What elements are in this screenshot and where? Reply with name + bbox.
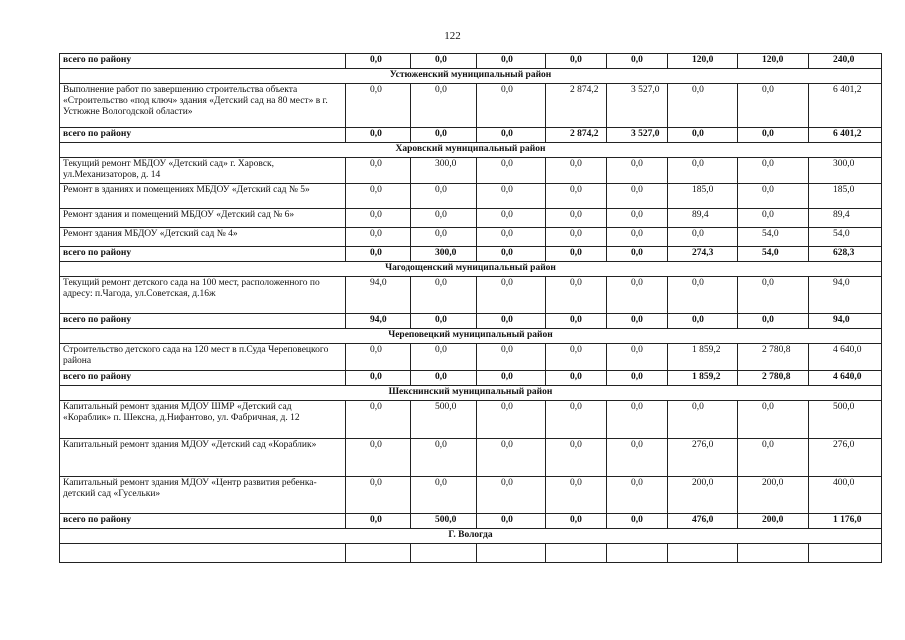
value-cell: 0,0: [668, 158, 738, 184]
value-cell: 0,0: [546, 344, 607, 371]
value-cell: 0,0: [411, 371, 477, 386]
item-description: Текущий ремонт детского сада на 100 мест, расположенного по адресу: п.Чагода, ул.Советская, д.16ж: [60, 277, 346, 314]
item-description: Текущий ремонт МБДОУ «Детский сад» г. Харовск, ул.Механизаторов, д. 14: [60, 158, 346, 184]
value-cell: 500,0: [809, 401, 882, 439]
value-cell: 94,0: [346, 277, 411, 314]
table-row: [60, 209, 882, 228]
section-title: Г. Вологда: [60, 529, 882, 544]
value-cell: 54,0: [738, 247, 809, 262]
page-number: 122: [444, 30, 461, 42]
value-cell: 0,0: [607, 439, 668, 477]
table-row: [60, 401, 882, 439]
total-label: всего по району: [60, 247, 346, 262]
empty-row: [60, 544, 882, 563]
value-cell: 0,0: [411, 228, 477, 247]
value-cell: 0,0: [477, 209, 546, 228]
value-cell: 2 874,2: [546, 128, 607, 143]
total-label: всего по району: [60, 54, 346, 69]
table-row: [60, 477, 882, 514]
value-cell: 0,0: [546, 228, 607, 247]
value-cell: 0,0: [346, 128, 411, 143]
section-row: [60, 143, 882, 158]
value-cell: [346, 544, 411, 563]
total-label: всего по району: [60, 371, 346, 386]
value-cell: 0,0: [411, 184, 477, 209]
value-cell: 300,0: [411, 158, 477, 184]
item-description: Капитальный ремонт здания МДОУ ШМР «Детский сад «Кораблик» п. Шексна, д.Нифантово, ул. Фабричная, д. 12: [60, 401, 346, 439]
value-cell: 0,0: [546, 401, 607, 439]
value-cell: 120,0: [738, 54, 809, 69]
value-cell: 0,0: [346, 514, 411, 529]
section-title: Череповецкий муниципальный район: [60, 329, 882, 344]
value-cell: 3 527,0: [607, 128, 668, 143]
value-cell: 0,0: [477, 477, 546, 514]
value-cell: 0,0: [738, 314, 809, 329]
item-description: Ремонт здания МБДОУ «Детский сад № 4»: [60, 228, 346, 247]
value-cell: 0,0: [477, 228, 546, 247]
value-cell: 4 640,0: [809, 371, 882, 386]
value-cell: 500,0: [411, 514, 477, 529]
value-cell: 2 780,8: [738, 344, 809, 371]
value-cell: 0,0: [607, 314, 668, 329]
value-cell: [546, 544, 607, 563]
value-cell: 300,0: [411, 247, 477, 262]
value-cell: 276,0: [809, 439, 882, 477]
value-cell: 0,0: [477, 371, 546, 386]
value-cell: 0,0: [738, 184, 809, 209]
value-cell: 0,0: [546, 477, 607, 514]
value-cell: 0,0: [477, 54, 546, 69]
value-cell: 0,0: [546, 314, 607, 329]
value-cell: 0,0: [738, 209, 809, 228]
value-cell: 0,0: [607, 228, 668, 247]
section-row: [60, 386, 882, 401]
value-cell: 0,0: [546, 514, 607, 529]
value-cell: 0,0: [738, 128, 809, 143]
item-description: Ремонт в зданиях и помещениях МБДОУ «Детский сад № 5»: [60, 184, 346, 209]
value-cell: 6 401,2: [809, 84, 882, 128]
total-label: всего по району: [60, 314, 346, 329]
value-cell: 94,0: [809, 314, 882, 329]
table-row: [60, 344, 882, 371]
value-cell: 2 874,2: [546, 84, 607, 128]
value-cell: 0,0: [738, 277, 809, 314]
value-cell: 0,0: [411, 477, 477, 514]
value-cell: 0,0: [346, 477, 411, 514]
value-cell: 274,3: [668, 247, 738, 262]
value-cell: 0,0: [411, 128, 477, 143]
value-cell: 0,0: [546, 184, 607, 209]
value-cell: 0,0: [607, 514, 668, 529]
value-cell: 0,0: [411, 84, 477, 128]
section-row: [60, 262, 882, 277]
value-cell: 1 859,2: [668, 371, 738, 386]
value-cell: 0,0: [477, 247, 546, 262]
value-cell: 0,0: [607, 371, 668, 386]
table-row: [60, 439, 882, 477]
value-cell: 0,0: [546, 277, 607, 314]
total-row: [60, 128, 882, 143]
total-row: [60, 514, 882, 529]
value-cell: [477, 544, 546, 563]
value-cell: 54,0: [809, 228, 882, 247]
value-cell: 0,0: [477, 277, 546, 314]
value-cell: 0,0: [411, 277, 477, 314]
value-cell: 0,0: [607, 158, 668, 184]
section-title: Харовский муниципальный район: [60, 143, 882, 158]
value-cell: 0,0: [607, 184, 668, 209]
table-row: [60, 84, 882, 128]
value-cell: 628,3: [809, 247, 882, 262]
value-cell: 4 640,0: [809, 344, 882, 371]
value-cell: 476,0: [668, 514, 738, 529]
value-cell: 0,0: [346, 158, 411, 184]
value-cell: 54,0: [738, 228, 809, 247]
value-cell: 0,0: [738, 84, 809, 128]
value-cell: 0,0: [668, 228, 738, 247]
value-cell: 0,0: [607, 54, 668, 69]
value-cell: 0,0: [668, 84, 738, 128]
value-cell: 0,0: [346, 228, 411, 247]
value-cell: 0,0: [477, 314, 546, 329]
item-description: Капитальный ремонт здания МДОУ «Детский сад «Кораблик»: [60, 439, 346, 477]
section-row: [60, 69, 882, 84]
value-cell: 0,0: [668, 314, 738, 329]
value-cell: 0,0: [346, 439, 411, 477]
table-row: [60, 158, 882, 184]
value-cell: 0,0: [607, 344, 668, 371]
total-row: [60, 247, 882, 262]
table-row: [60, 184, 882, 209]
value-cell: 94,0: [346, 314, 411, 329]
value-cell: 2 780,8: [738, 371, 809, 386]
value-cell: 0,0: [607, 209, 668, 228]
value-cell: 500,0: [411, 401, 477, 439]
value-cell: 0,0: [411, 439, 477, 477]
value-cell: [411, 544, 477, 563]
value-cell: 0,0: [546, 439, 607, 477]
value-cell: 1 176,0: [809, 514, 882, 529]
value-cell: 0,0: [607, 401, 668, 439]
value-cell: 0,0: [607, 277, 668, 314]
section-row: [60, 329, 882, 344]
value-cell: 0,0: [411, 314, 477, 329]
value-cell: 0,0: [411, 344, 477, 371]
section-title: Чагодощенский муниципальный район: [60, 262, 882, 277]
section-row: [60, 529, 882, 544]
value-cell: 0,0: [477, 128, 546, 143]
value-cell: 200,0: [668, 477, 738, 514]
value-cell: 0,0: [411, 54, 477, 69]
value-cell: 1 859,2: [668, 344, 738, 371]
value-cell: 0,0: [738, 158, 809, 184]
item-description: [60, 544, 346, 563]
value-cell: 0,0: [346, 344, 411, 371]
value-cell: 94,0: [809, 277, 882, 314]
value-cell: 0,0: [607, 477, 668, 514]
value-cell: [607, 544, 668, 563]
value-cell: 89,4: [809, 209, 882, 228]
value-cell: 0,0: [738, 401, 809, 439]
section-title: Шекснинский муниципальный район: [60, 386, 882, 401]
value-cell: 0,0: [346, 84, 411, 128]
value-cell: 0,0: [346, 247, 411, 262]
value-cell: 0,0: [346, 401, 411, 439]
total-label: всего по району: [60, 128, 346, 143]
value-cell: 0,0: [346, 209, 411, 228]
value-cell: 185,0: [809, 184, 882, 209]
value-cell: 120,0: [668, 54, 738, 69]
value-cell: 300,0: [809, 158, 882, 184]
value-cell: 200,0: [738, 477, 809, 514]
total-row: [60, 371, 882, 386]
item-description: Капитальный ремонт здания МДОУ «Центр развития ребенка-детский сад «Гусельки»: [60, 477, 346, 514]
value-cell: [809, 544, 882, 563]
value-cell: 0,0: [546, 54, 607, 69]
total-row: [60, 314, 882, 329]
value-cell: 240,0: [809, 54, 882, 69]
value-cell: 0,0: [546, 209, 607, 228]
value-cell: 0,0: [477, 344, 546, 371]
item-description: Ремонт здания и помещений МБДОУ «Детский сад № 6»: [60, 209, 346, 228]
value-cell: 400,0: [809, 477, 882, 514]
value-cell: 0,0: [477, 158, 546, 184]
value-cell: 185,0: [668, 184, 738, 209]
table-row: [60, 228, 882, 247]
value-cell: 0,0: [668, 277, 738, 314]
value-cell: 6 401,2: [809, 128, 882, 143]
value-cell: 0,0: [477, 439, 546, 477]
table-row: [60, 277, 882, 314]
value-cell: 0,0: [477, 184, 546, 209]
item-description: Строительство детского сада на 120 мест в п.Суда Череповецкого района: [60, 344, 346, 371]
value-cell: 0,0: [546, 158, 607, 184]
budget-table: [59, 53, 882, 563]
value-cell: 0,0: [668, 128, 738, 143]
total-row: [60, 54, 882, 69]
value-cell: 0,0: [411, 209, 477, 228]
total-label: всего по району: [60, 514, 346, 529]
value-cell: 276,0: [668, 439, 738, 477]
value-cell: 0,0: [546, 371, 607, 386]
value-cell: 0,0: [477, 514, 546, 529]
value-cell: 0,0: [477, 401, 546, 439]
value-cell: 0,0: [738, 439, 809, 477]
value-cell: [738, 544, 809, 563]
value-cell: 0,0: [546, 247, 607, 262]
value-cell: 200,0: [738, 514, 809, 529]
value-cell: 3 527,0: [607, 84, 668, 128]
value-cell: 0,0: [668, 401, 738, 439]
value-cell: 89,4: [668, 209, 738, 228]
value-cell: [668, 544, 738, 563]
section-title: Устюженский муниципальный район: [60, 69, 882, 84]
value-cell: 0,0: [607, 247, 668, 262]
value-cell: 0,0: [477, 84, 546, 128]
value-cell: 0,0: [346, 371, 411, 386]
value-cell: 0,0: [346, 184, 411, 209]
item-description: Выполнение работ по завершению строительства объекта «Строительство «под ключ» здания «Детский сад на 80 мест» в г. Устюжне Вологодской области»: [60, 84, 346, 128]
value-cell: 0,0: [346, 54, 411, 69]
